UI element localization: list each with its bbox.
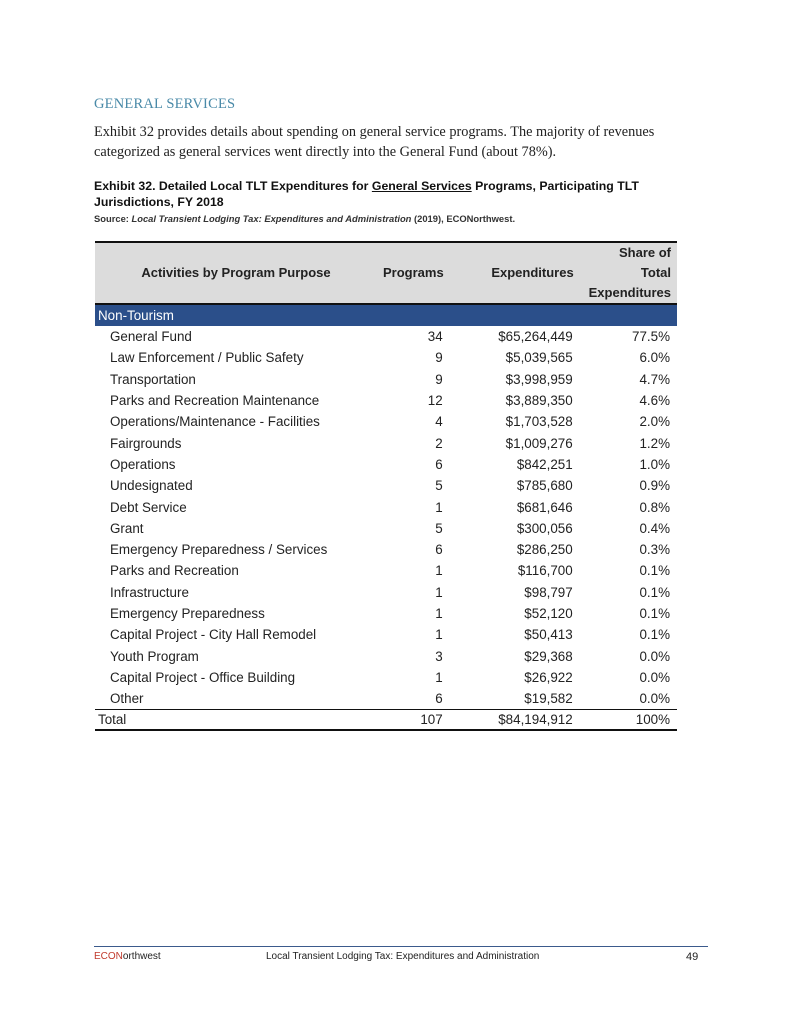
table-programs: 3 [435,648,443,664]
table-programs: 6 [435,542,443,558]
footer-brand [94,951,161,962]
table-row [95,390,677,411]
table-row [95,624,677,645]
table-programs: 1 [435,627,443,643]
table-row [95,432,677,453]
table-share: 0.1% [639,584,670,600]
table-share: 0.1% [639,563,670,579]
table-row [95,326,677,347]
table-programs: 1 [435,563,443,579]
section-heading: GENERAL SERVICES [94,96,236,112]
table-row [95,688,677,710]
table-share: 0.1% [639,627,670,643]
table-row [95,347,677,368]
footer-rule [94,946,708,947]
total-name: Total [95,710,377,731]
table-row [95,454,677,475]
exhibit-title-post: Programs, Participating TLT Jurisdictions, FY 2018 [94,179,639,209]
table-share: 2.0% [639,414,670,430]
table-name: Infrastructure [110,584,189,600]
table-share: 0.8% [639,499,670,515]
table-share: 0.0% [639,648,670,664]
table-expenditures: $3,998,959 [505,371,573,387]
table-name: Emergency Preparedness [110,606,265,621]
source-italic: Local Transient Lodging Tax: Expenditures and Administration [131,213,412,224]
total-expenditures: $84,194,912 [450,710,580,731]
source-label: Source: [94,213,132,224]
exhibit-source [94,213,694,224]
exhibit-title-pre: Exhibit 32. Detailed Local TLT Expenditures for [94,179,372,193]
table-name: Undesignated [110,478,193,494]
table-share: 0.4% [639,520,670,536]
table-name: General Fund [110,329,192,345]
table-programs: 5 [435,520,443,536]
table-share: 0.3% [639,542,670,558]
table-share: 0.1% [639,606,670,621]
table-share: 77.5% [632,329,670,345]
table-name: Youth Program [110,648,199,664]
table-programs: 9 [435,350,443,366]
table-expenditures: $785,680 [516,478,573,494]
table-expenditures: $52,120 [524,606,573,621]
table-name: Debt Service [110,499,187,515]
table-programs: 6 [435,691,443,707]
table-expenditures: $50,413 [524,627,573,643]
total-row [95,710,677,731]
table-expenditures: $842,251 [516,456,573,472]
table-expenditures: $681,646 [516,499,573,515]
group-row [95,304,677,326]
table-header-row [95,242,677,304]
footer-brand-red: ECON [94,951,123,962]
header-share: Share of Total Expenditures [580,242,677,304]
table-programs: 1 [435,669,443,685]
table-name: Other [110,691,144,707]
table-share: 0.0% [639,669,670,685]
table-row [95,667,677,688]
table-name: Fairgrounds [110,435,182,451]
table-expenditures: $3,889,350 [505,393,573,409]
intro-paragraph: Exhibit 32 provides details about spending on general service programs. The majority of revenues categorized as general services went directly into the General Fund (about 78%). [94,124,655,160]
table-row [95,475,677,496]
table-name: Capital Project - City Hall Remodel [110,627,317,643]
table-row [95,539,677,560]
table-row [95,369,677,390]
table-name: Emergency Preparedness / Services [110,542,328,558]
table-row [95,582,677,603]
table-row [95,603,677,624]
table-share: 1.0% [639,456,670,472]
table-share: 6.0% [639,350,670,366]
table-programs: 12 [427,393,443,409]
table-row [95,411,677,432]
table-programs: 4 [435,414,443,430]
table-expenditures: $1,009,276 [505,435,573,451]
table-programs: 1 [435,499,443,515]
table-name: Transportation [110,371,196,387]
table-expenditures: $26,922 [524,669,573,685]
group-label: Non-Tourism [95,304,677,326]
table-row [95,560,677,581]
total-programs: 107 [377,710,450,731]
table-name: Capital Project - Office Building [110,669,296,685]
table-expenditures: $98,797 [524,584,573,600]
table-programs: 1 [435,606,443,621]
footer-document-title: Local Transient Lodging Tax: Expenditures and Administration [266,951,540,962]
table-programs: 2 [435,435,443,451]
table-share: 0.0% [639,691,670,707]
header-activity: Activities by Program Purpose [95,242,377,304]
table-expenditures: $29,368 [524,648,573,664]
table-expenditures: $300,056 [516,520,573,536]
table-programs: 9 [435,371,443,387]
table-expenditures: $286,250 [516,542,573,558]
table-expenditures: $116,700 [517,563,573,579]
table-expenditures: $19,582 [524,691,573,707]
table-programs: 34 [427,329,443,345]
expenditures-table [95,241,677,731]
source-rest: (2019), ECONorthwest. [411,213,516,224]
table-name: Parks and Recreation Maintenance [110,393,320,409]
table-programs: 6 [435,456,443,472]
header-expenditures: Expenditures [450,242,580,304]
table-expenditures: $5,039,565 [505,350,573,366]
exhibit-title [94,178,694,210]
exhibit-title-underlined: General Services [371,179,472,193]
table-share: 1.2% [639,435,670,451]
footer-brand-rest: orthwest [122,951,161,962]
table-share: 0.9% [639,478,670,494]
table-programs: 5 [435,478,443,494]
table-name: Operations [110,456,176,472]
table-share: 4.7% [639,371,670,387]
table-name: Operations/Maintenance - Facilities [110,414,320,430]
table-row [95,496,677,517]
table-name: Law Enforcement / Public Safety [110,350,304,366]
table-row [95,645,677,666]
header-programs: Programs [377,242,450,304]
table-row [95,518,677,539]
table-name: Grant [110,520,144,536]
table-expenditures: $65,264,449 [498,329,573,345]
footer-page-number: 49 [686,951,699,963]
table-name: Parks and Recreation [110,563,239,579]
table-share: 4.6% [639,393,670,409]
total-share: 100% [580,710,677,731]
table-programs: 1 [435,584,443,600]
table-expenditures: $1,703,528 [505,414,573,430]
